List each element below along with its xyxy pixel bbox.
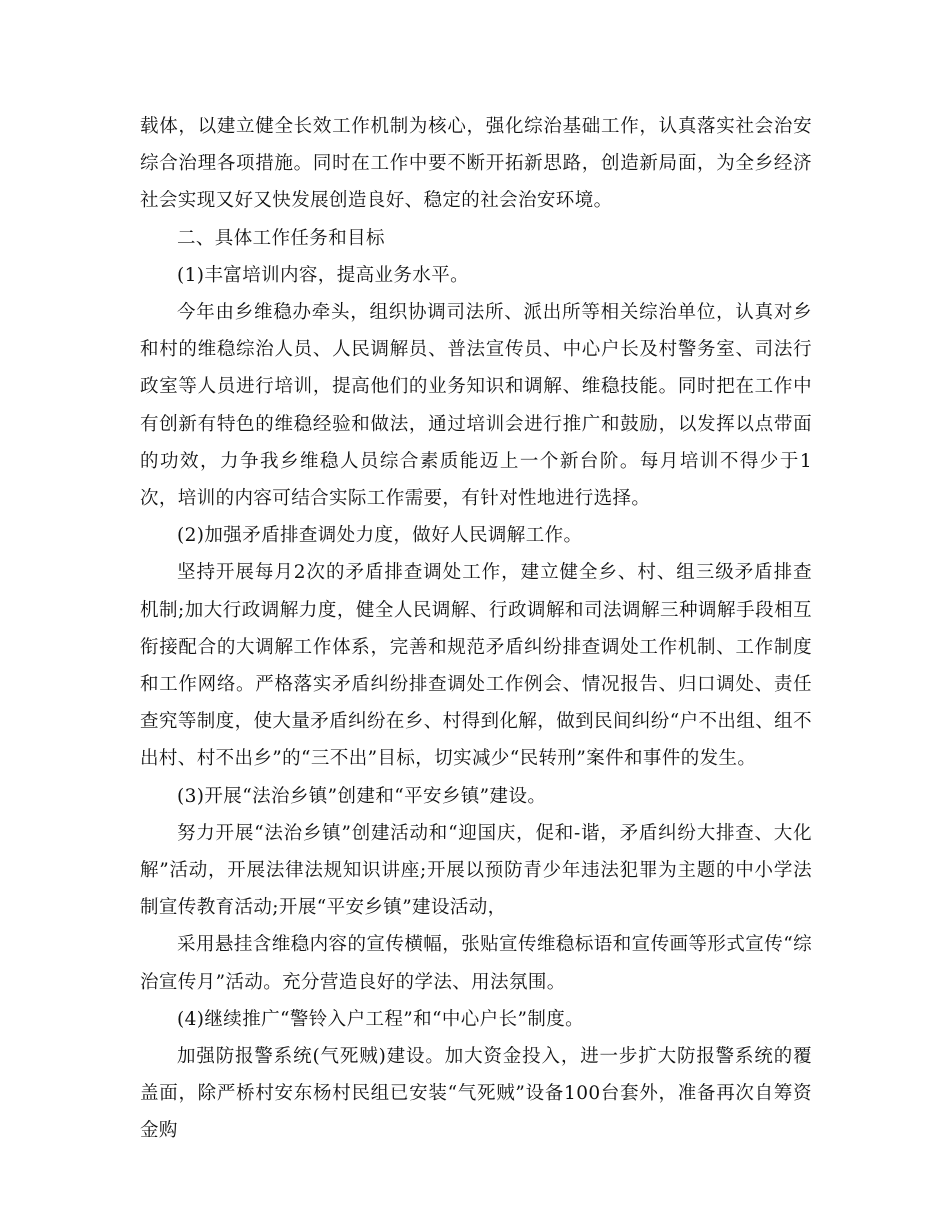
paragraph-intro-continuation: 载体，以建立健全长效工作机制为核心，强化综治基础工作，认真落实社会治安综合治理各项措施。同时在工作中要不断开拓新思路，创造新局面，为全乡经济社会实现又好又快发展创造良好、稳定的社会治安环境。 <box>140 116 812 212</box>
subheading-rule-of-law-towns: (3)开展“法治乡镇”创建和“平安乡镇”建设。 <box>177 785 547 807</box>
paragraph-rule-of-law-activities: 努力开展“法治乡镇”创建活动和“迎国庆，促和-谐，矛盾纠纷大排查、大化解”活动，开展法律法规知识讲座;开展以预防青少年违法犯罪为主题的中小学法制宣传教育活动;开展“平安乡镇”建设活动， <box>140 822 812 919</box>
paragraph-training: 今年由乡维稳办牵头，组织协调司法所、派出所等相关综治单位，认真对乡和村的维稳综治人员、人民调解员、普法宣传员、中心户长及村警务室、司法行政室等人员进行培训，提高他们的业务知识和调解、维稳技能。同时把在工作中有创新有特色的维稳经验和做法，通过培训会进行推广和鼓励，以发挥以点带面的功效，力争我乡维稳人员综合素质能迈上一个新台阶。每月培训不得少于1次，培训的内容可结合实际工作需要，有针对性地进行选择。 <box>140 302 812 510</box>
paragraph-publicity: 采用悬挂含维稳内容的宣传横幅，张贴宣传维稳标语和宣传画等形式宣传“综治宣传月”活动。充分营造良好的学法、用法氛围。 <box>140 934 812 993</box>
subheading-dispute-mediation: (2)加强矛盾排查调处力度，做好人民调解工作。 <box>177 525 583 547</box>
document-body <box>140 108 812 1150</box>
subheading-alarm-program: (4)继续推广“警铃入户工程”和“中心户长”制度。 <box>177 1008 585 1030</box>
paragraph-dispute-mediation: 坚持开展每月2次的矛盾排查调处工作，建立健全乡、村、组三级矛盾排查机制;加大行政调解力度，健全人民调解、行政调解和司法调解三种调解手段相互衔接配合的大调解工作体系，完善和规范矛盾纠纷排查调处工作机制、工作制度和工作网络。严格落实矛盾纠纷排查调处工作例会、情况报告、归口调处、责任查究等制度，使大量矛盾纠纷在乡、村得到化解，做到民间纠纷“户不出组、组不出村、村不出乡”的“三不出”目标，切实减少“民转刑”案件和事件的发生。 <box>140 562 812 770</box>
section-heading-tasks-and-goals: 二、具体工作任务和目标 <box>177 227 385 249</box>
subheading-training: (1)丰富培训内容，提高业务水平。 <box>177 264 470 286</box>
paragraph-alarm-system: 加强防报警系统(气死贼)建设。加大资金投入，进一步扩大防报警系统的覆盖面，除严桥村安东杨村民组已安装“气死贼”设备100台套外，准备再次自筹资金购 <box>140 1046 812 1142</box>
